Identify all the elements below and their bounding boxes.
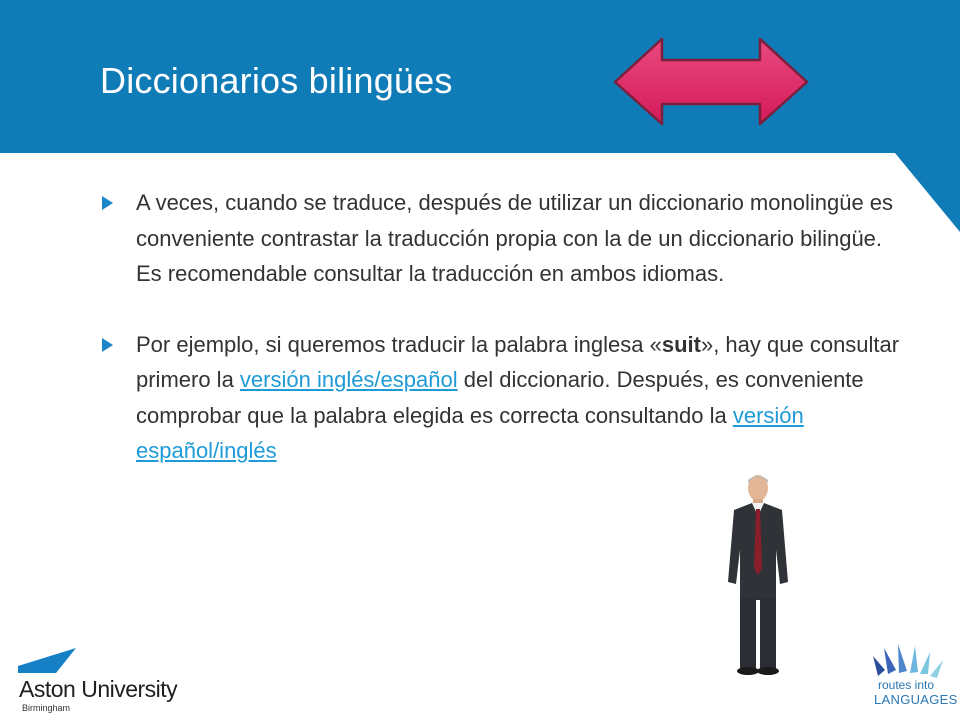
bullet-arrow-icon xyxy=(102,196,113,210)
bold-word: suit xyxy=(661,331,701,357)
businessman-image xyxy=(718,472,798,682)
link-spanish-english[interactable]: versión español/inglés xyxy=(136,402,804,463)
routes-logo-line1: routes into xyxy=(878,678,935,692)
bullet-text-part: », hay que consultar primero la xyxy=(136,331,900,392)
bullet-item xyxy=(100,185,900,292)
link-english-spanish[interactable]: versión inglés/español xyxy=(239,367,458,392)
bullet-list xyxy=(100,185,900,504)
slide-title: Diccionarios bilingües xyxy=(100,60,453,101)
aston-logo-shape xyxy=(16,646,86,678)
bullet-text-part: del diccionario. Después, es conveniente comprobar que la palabra elegida es correcta consultando la xyxy=(136,367,864,428)
routes-into-languages-logo xyxy=(866,640,958,707)
bullet-text-part: Por ejemplo, si queremos traducir la palabra inglesa « xyxy=(136,331,662,357)
bullet-item xyxy=(100,327,900,469)
aston-university-logo xyxy=(16,646,178,713)
aston-logo-name: Aston University xyxy=(19,676,178,702)
bullet-text: A veces, cuando se traduce, después de utilizar un diccionario monolingüe es conveniente contrastar la traducción propia con la de un diccionario bilingüe. Es recomendable consultar la traducción en ambos idiomas. xyxy=(136,190,894,286)
routes-logo-emblem xyxy=(866,640,952,680)
routes-logo-line2: LANGUAGES xyxy=(874,692,958,707)
aston-logo-city: Birmingham xyxy=(22,703,71,713)
double-arrow-icon xyxy=(612,36,812,146)
bullet-arrow-icon xyxy=(102,338,113,352)
